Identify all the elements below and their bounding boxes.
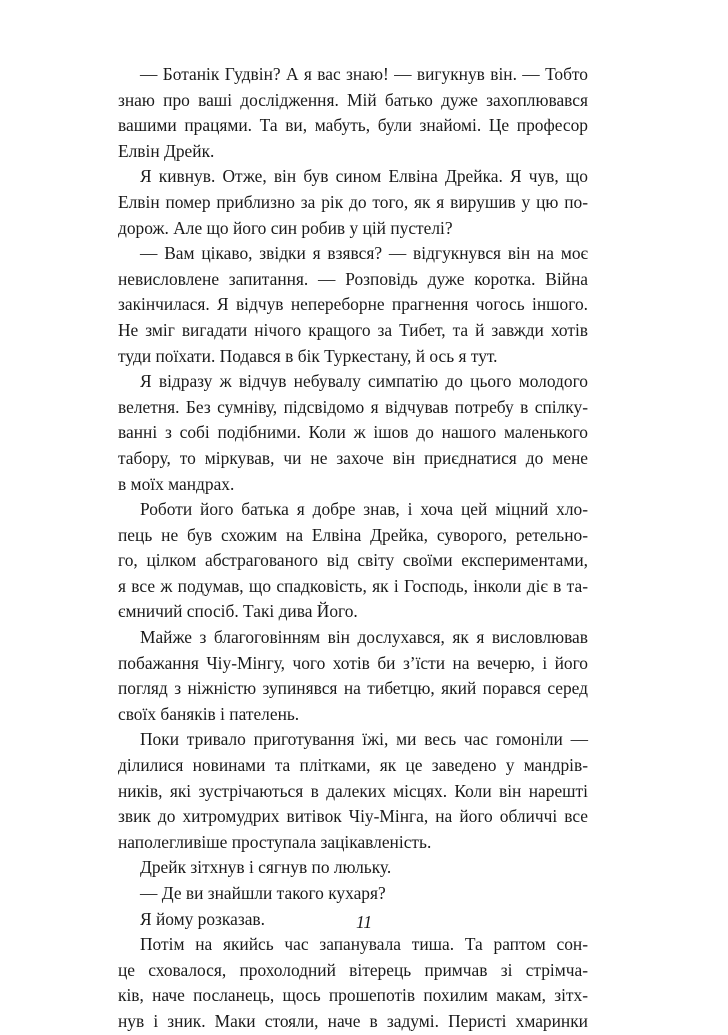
text-line: го, цілком абстрагованого від світу своїми експериментами, xyxy=(118,550,588,571)
text-line: — Вам цікаво, звідки я взявся? — відгукнувся він на моє xyxy=(140,243,588,264)
page-number: 11 xyxy=(355,912,373,932)
text-line: — Ботанік Гудвін? А я вас знаю! — вигукнув він. — Тобто xyxy=(140,64,588,84)
text-line: велетня. Без сумніву, підсвідомо я відчував потребу в спілку- xyxy=(118,396,588,417)
text-line: дорож. Але що його син робив у цій пустелі? xyxy=(118,217,453,238)
text-line: Я йому розказав. xyxy=(140,908,265,929)
text-line: Я відразу ж відчув небувалу симпатію до цього молодого xyxy=(140,371,588,392)
text-line: наполегливіше проступала зацікавленість. xyxy=(118,831,432,852)
text-line: закінчилася. Я відчув непереборне прагнення чогось іншого. xyxy=(118,294,588,315)
text-line: вашими працями. Та ви, мабуть, були знайомі. Це професор xyxy=(118,115,588,136)
text-line: — Де ви знайшли такого кухаря? xyxy=(140,883,386,903)
text-line: нув і зник. Маки стояли, наче в задумі. Перисті хмаринки xyxy=(118,1010,588,1031)
text-line: Елвін помер приблизно за рік до того, як я вирушив у цю по- xyxy=(118,191,588,212)
text-line: Не зміг вигадати нічого кращого за Тибет, та й завжди хотів xyxy=(118,319,588,340)
text-line: туди поїхати. Подався в бік Туркестану, й ось я тут. xyxy=(118,345,498,366)
text-line: знаю про ваші дослідження. Мій батько дуже захоплювався xyxy=(118,89,588,110)
text-line: я все ж подумав, що спадковість, як і Господь, інколи діє в та- xyxy=(118,575,588,596)
page-body-text xyxy=(118,62,588,1035)
text-line: Поки тривало приготування їжі, ми весь час гомоніли — xyxy=(140,729,588,750)
text-line: погляд з ніжністю зупинявся на тибетцю, який порався серед xyxy=(118,678,588,699)
text-line: побажання Чіу-Мінгу, чого хотів би з’їсти на вечерю, і його xyxy=(118,652,588,673)
text-line: звик до хитромудрих витівок Чіу-Мінга, на його обличчі все xyxy=(118,806,588,827)
text-line: це сховалося, прохолодний вітерець примчав зі стрімча- xyxy=(118,959,588,980)
text-line: в моїх мандрах. xyxy=(118,473,235,494)
text-line: Дрейк зітхнув і сягнув по люльку. xyxy=(140,857,392,878)
text-line: табору, то міркував, чи не захоче він приєднатися до мене xyxy=(118,447,588,468)
text-line: ванні з собі подібними. Коли ж ішов до нашого маленького xyxy=(118,422,588,443)
text-line: Роботи його батька я добре знав, і хоча цей міцний хло- xyxy=(140,499,588,520)
text-line: Елвін Дрейк. xyxy=(118,140,215,161)
text-line: ємничий спосіб. Такі дива Його. xyxy=(118,601,358,622)
text-line: ників, які зустрічаються в далеких місцях. Коли він нарешті xyxy=(118,780,588,801)
text-line: пець не був схожим на Елвіна Дрейка, суворого, ретельно- xyxy=(118,524,588,545)
text-line: Потім на якийсь час запанувала тиша. Та раптом сон- xyxy=(140,934,588,955)
text-line: ділилися новинами та плітками, як це заведено у мандрів- xyxy=(118,755,588,776)
text-line: Майже з благоговінням він дослухався, як я висловлював xyxy=(140,627,588,648)
text-line: невисловлене запитання. — Розповідь дуже коротка. Війна xyxy=(118,268,588,289)
text-line: своїх баняків і пателень. xyxy=(118,703,300,724)
text-line: Я кивнув. Отже, він був сином Елвіна Дрейка. Я чув, що xyxy=(140,166,588,187)
text-line: ків, наче посланець, щось прошепотів похилим макам, зітх- xyxy=(118,985,588,1006)
